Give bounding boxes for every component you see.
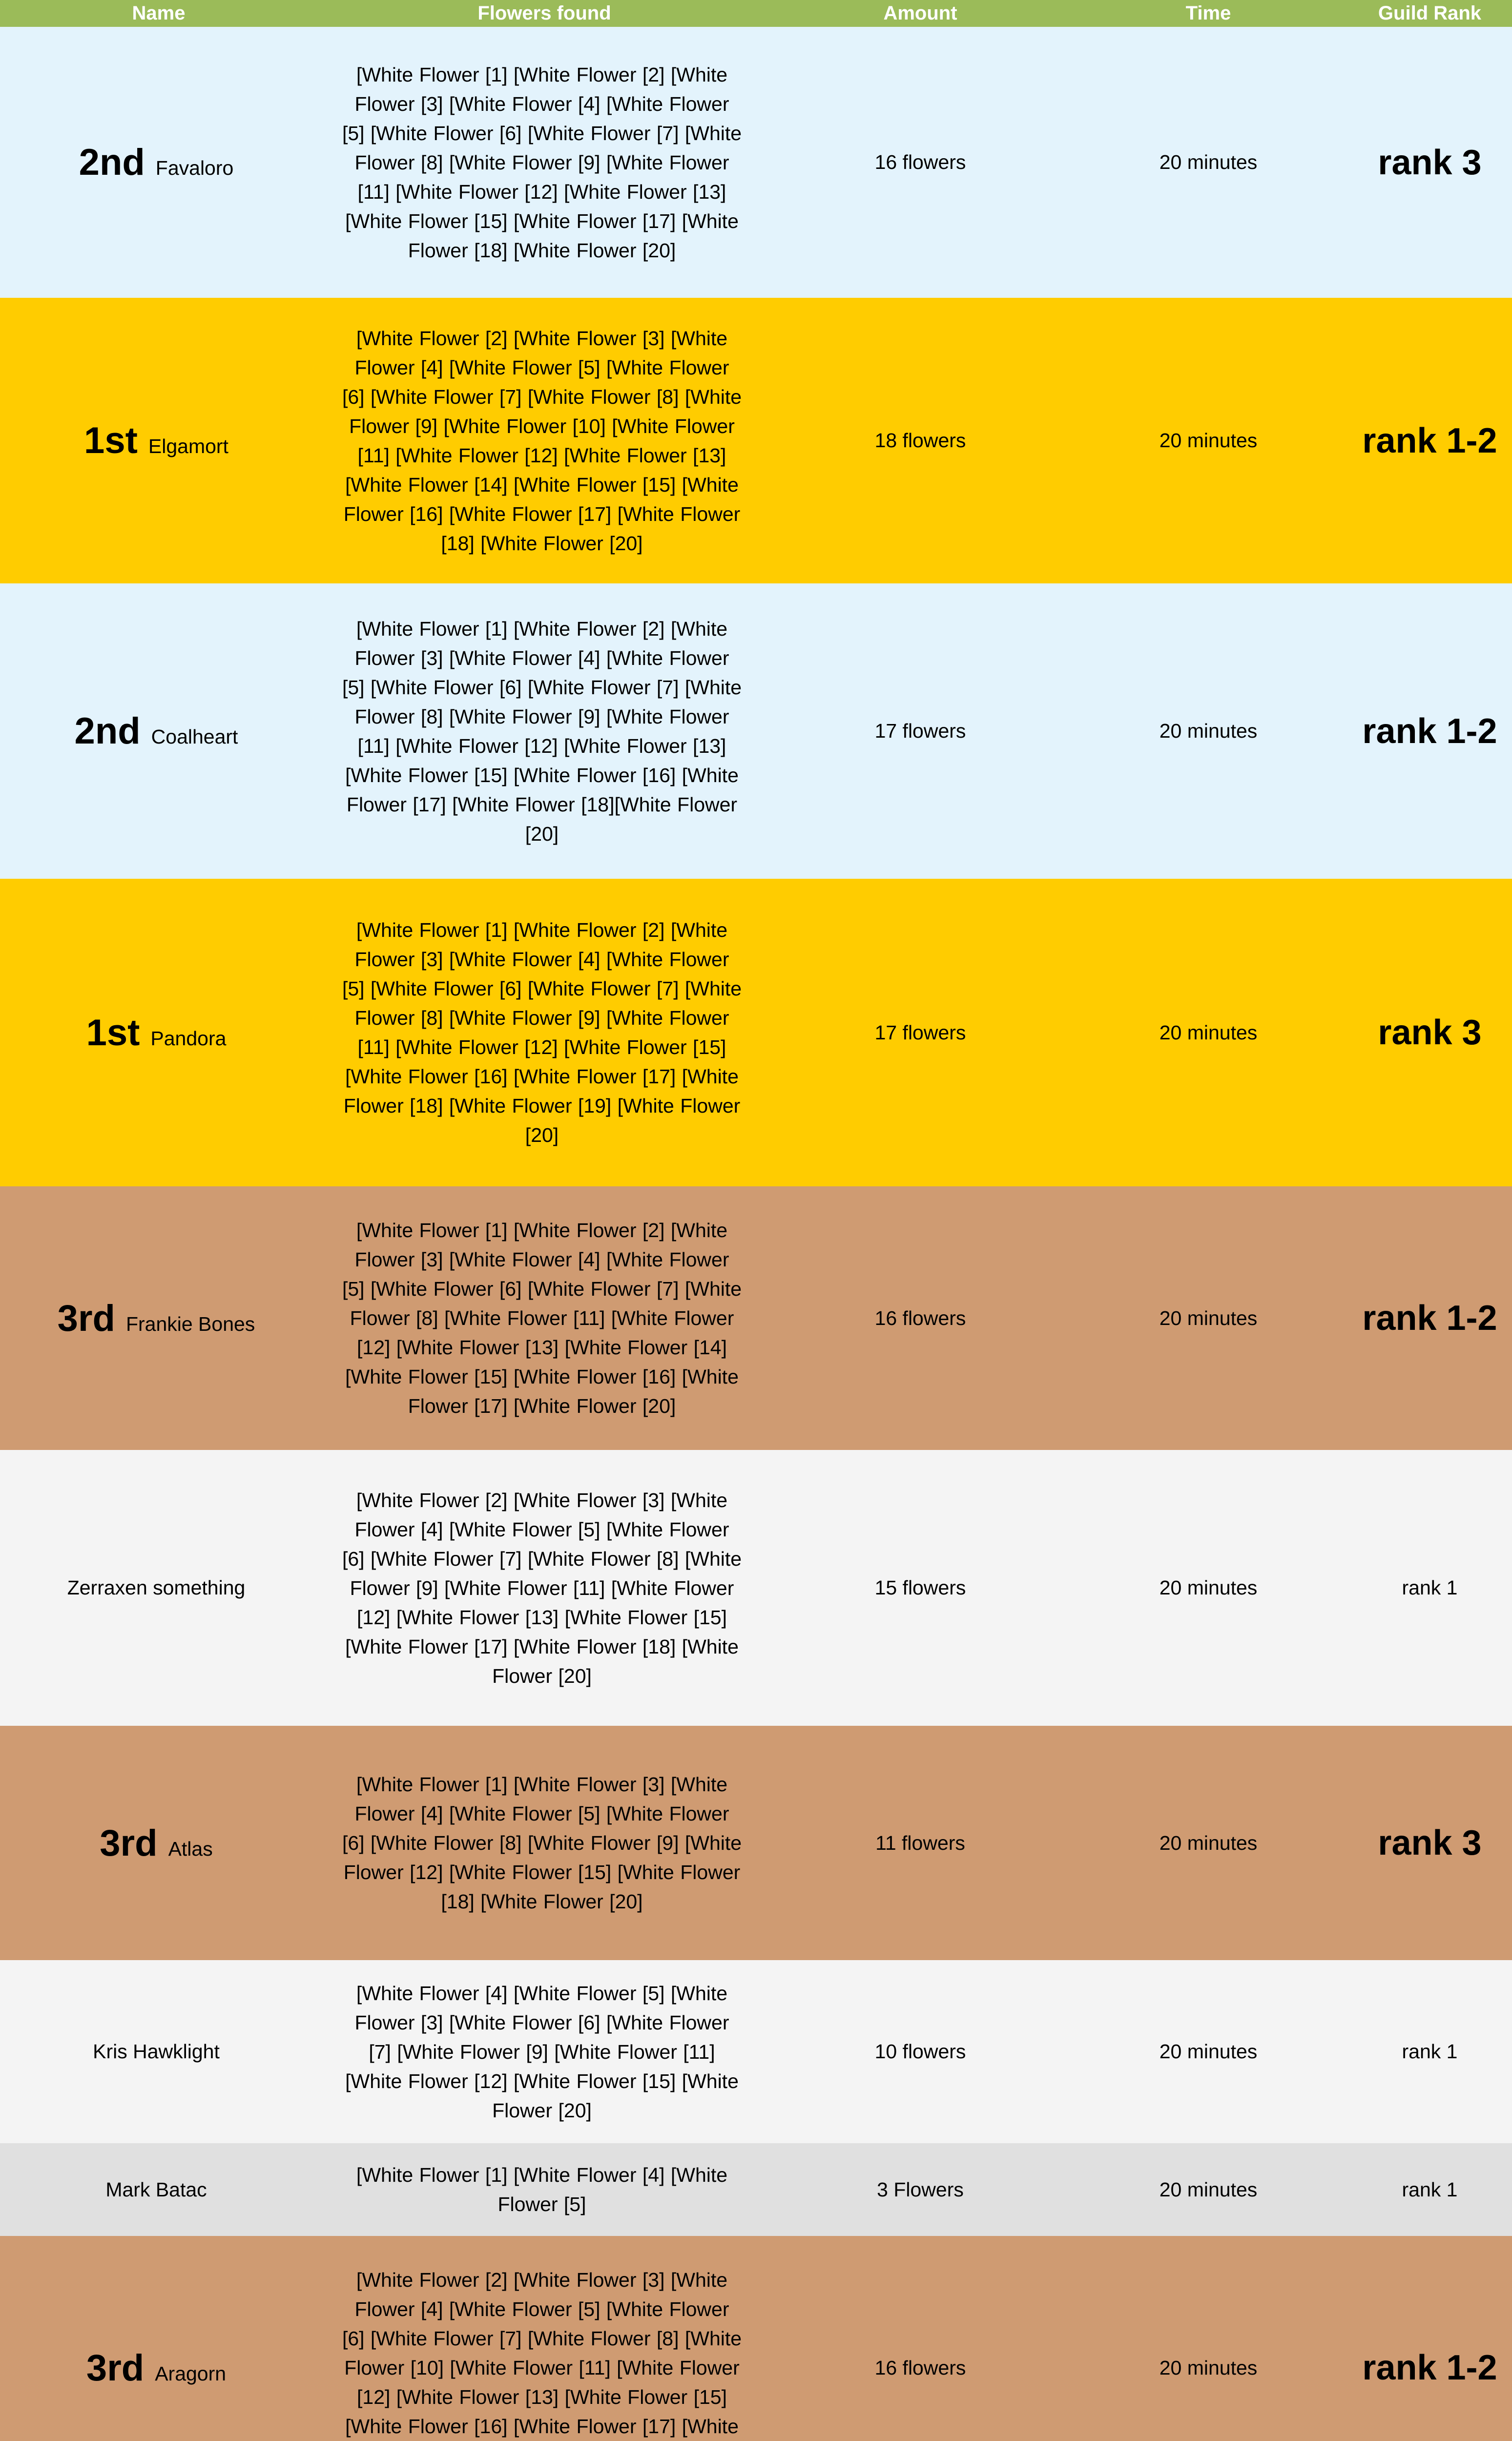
header-name: Name: [132, 2, 186, 24]
flowers-cell: [312, 1450, 771, 1726]
rank-cell: [1347, 1960, 1512, 2143]
name-cell: [0, 298, 312, 583]
time-value: 20 minutes: [1159, 2178, 1258, 2201]
flowers-list: [White Flower [1] [White Flower [2] [White Flower [3] [White Flower [4] [White Flower [5] [White Flower [6] [White Flower [7] [White Flower [8] [White Flower [11] [White Flower [12] [White Flower [13] [White Flower [14] [White Flower [15] [White Flower [16] [White Flower [17] [White Flower [20]: [342, 1219, 742, 1417]
name-cell: [0, 2143, 312, 2236]
player-name: Favaloro: [155, 157, 234, 179]
time-value: 20 minutes: [1159, 151, 1258, 173]
name-cell: [0, 1450, 312, 1726]
flowers-cell: [312, 298, 771, 583]
guild-rank-value: rank 1-2: [1362, 1299, 1497, 1338]
placement-badge: 3rd: [86, 2347, 145, 2389]
player-name: Kris Hawklight: [93, 2040, 220, 2063]
placement-badge: 1st: [84, 420, 138, 461]
header-row: [0, 0, 1512, 27]
amount-value: 11 flowers: [875, 1831, 965, 1854]
player-name: Zerraxen something: [67, 1576, 246, 1599]
table-row: [0, 1186, 1512, 1450]
flowers-cell: [312, 27, 771, 298]
rank-cell: [1347, 1450, 1512, 1726]
name-cell: [0, 27, 312, 298]
amount-cell: [771, 2143, 1069, 2236]
guild-rank-value: rank 1-2: [1362, 711, 1497, 751]
amount-cell: [771, 583, 1069, 879]
flowers-cell: [312, 2143, 771, 2236]
flowers-list: [White Flower [2] [White Flower [3] [White Flower [4] [White Flower [5] [White Flower [6] [White Flower [7] [White Flower [8] [White Flower [10] [White Flower [11] [White Flower [12] [White Flower [13] [White Flower [15] [White Flower [16] [White Flower [17] [White: [342, 2269, 742, 2438]
rank-cell: [1347, 298, 1512, 583]
rank-cell: [1347, 2236, 1512, 2441]
flowers-list: [White Flower [1] [White Flower [3] [White Flower [4] [White Flower [5] [White Flower [6] [White Flower [8] [White Flower [9] [White Flower [12] [White Flower [15] [White Flower [18] [White Flower [20]: [342, 1773, 742, 1913]
flowers-cell: [312, 1186, 771, 1450]
flowers-list: [White Flower [1] [White Flower [2] [White Flower [3] [White Flower [4] [White Flower [5] [White Flower [6] [White Flower [7] [White Flower [8] [White Flower [9] [White Flower [11] [White Flower [12] [White Flower [15] [White Flower [16] [White Flower [17] [White Flower [18] [White Flower [19] [White Flower [20]: [342, 919, 742, 1146]
rank-cell: [1347, 1726, 1512, 1960]
player-name: Mark Batac: [105, 2178, 207, 2201]
amount-value: 10 flowers: [874, 2040, 966, 2063]
placement-badge: 2nd: [79, 142, 145, 183]
time-value: 20 minutes: [1159, 1831, 1258, 1854]
flowers-cell: [312, 1726, 771, 1960]
rank-cell: [1347, 27, 1512, 298]
table-row: [0, 2143, 1512, 2236]
table-row: [0, 27, 1512, 298]
guild-rank-value: rank 3: [1378, 143, 1482, 182]
table-row: [0, 1450, 1512, 1726]
rank-cell: [1347, 1186, 1512, 1450]
amount-value: 16 flowers: [874, 151, 966, 173]
amount-value: 3 Flowers: [877, 2178, 964, 2201]
time-cell: [1069, 1186, 1347, 1450]
placement-badge: 1st: [86, 1012, 140, 1054]
header-amount: Amount: [883, 2, 957, 24]
flowers-list: [White Flower [1] [White Flower [4] [White Flower [5]: [356, 2164, 728, 2215]
placement-badge: 2nd: [74, 710, 141, 752]
name-cell: [0, 2236, 312, 2441]
header-guild-rank: Guild Rank: [1378, 2, 1482, 24]
player-name: Aragorn: [155, 2362, 227, 2385]
time-cell: [1069, 2236, 1347, 2441]
amount-value: 18 flowers: [874, 429, 966, 452]
amount-value: 17 flowers: [874, 720, 966, 742]
rank-cell: [1347, 583, 1512, 879]
flowers-cell: [312, 879, 771, 1186]
time-value: 20 minutes: [1159, 429, 1258, 452]
time-cell: [1069, 879, 1347, 1186]
amount-cell: [771, 1450, 1069, 1726]
rank-cell: [1347, 2143, 1512, 2236]
table-row: [0, 583, 1512, 879]
header-time: Time: [1185, 2, 1231, 24]
time-value: 20 minutes: [1159, 2040, 1258, 2063]
name-cell: [0, 583, 312, 879]
name-cell: [0, 1186, 312, 1450]
guild-rank-value: rank 1: [1402, 2178, 1458, 2201]
table-row: [0, 298, 1512, 583]
guild-rank-value: rank 1-2: [1362, 421, 1497, 460]
flowers-list: [White Flower [1] [White Flower [2] [White Flower [3] [White Flower [4] [White Flower [5] [White Flower [6] [White Flower [7] [White Flower [8] [White Flower [9] [White Flower [11] [White Flower [12] [White Flower [13] [White Flower [15] [White Flower [16] [White Flower [17] [White Flower [18][White Flower [20]: [342, 617, 742, 845]
amount-value: 16 flowers: [874, 1306, 966, 1329]
guild-rank-value: rank 3: [1378, 1823, 1482, 1862]
amount-cell: [771, 298, 1069, 583]
table-row: [0, 2236, 1512, 2441]
guild-rank-value: rank 1: [1402, 1576, 1458, 1599]
time-value: 20 minutes: [1159, 1021, 1258, 1044]
table-row: [0, 879, 1512, 1186]
guild-rank-value: rank 1-2: [1362, 2348, 1497, 2387]
amount-value: 16 flowers: [874, 2356, 966, 2379]
amount-cell: [771, 27, 1069, 298]
flowers-list: [White Flower [2] [White Flower [3] [White Flower [4] [White Flower [5] [White Flower [6] [White Flower [7] [White Flower [8] [White Flower [9] [White Flower [11] [White Flower [12] [White Flower [13] [White Flower [15] [White Flower [17] [White Flower [18] [White Flower [20]: [342, 1489, 742, 1687]
flowers-cell: [312, 2236, 771, 2441]
placement-badge: 3rd: [100, 1822, 158, 1864]
table-row: [0, 1726, 1512, 1960]
time-value: 20 minutes: [1159, 1306, 1258, 1329]
placement-badge: 3rd: [57, 1297, 115, 1339]
player-name: Atlas: [168, 1837, 213, 1860]
name-cell: [0, 1960, 312, 2143]
name-cell: [0, 879, 312, 1186]
player-name: Elgamort: [148, 435, 228, 457]
name-cell: [0, 1726, 312, 1960]
amount-cell: [771, 1726, 1069, 1960]
time-value: 20 minutes: [1159, 2356, 1258, 2379]
header-flowers-found: Flowers found: [477, 2, 611, 24]
amount-cell: [771, 1186, 1069, 1450]
amount-value: 15 flowers: [874, 1576, 966, 1599]
time-cell: [1069, 1450, 1347, 1726]
rank-cell: [1347, 879, 1512, 1186]
flowers-cell: [312, 583, 771, 879]
table-row: [0, 1960, 1512, 2143]
guild-rank-value: rank 1: [1402, 2040, 1458, 2063]
time-cell: [1069, 1960, 1347, 2143]
time-cell: [1069, 27, 1347, 298]
time-cell: [1069, 298, 1347, 583]
amount-value: 17 flowers: [874, 1021, 966, 1044]
time-value: 20 minutes: [1159, 720, 1258, 742]
amount-cell: [771, 2236, 1069, 2441]
player-name: Frankie Bones: [125, 1312, 255, 1335]
time-cell: [1069, 2143, 1347, 2236]
guild-rank-value: rank 3: [1378, 1013, 1482, 1052]
time-cell: [1069, 1726, 1347, 1960]
flowers-list: [White Flower [4] [White Flower [5] [White Flower [3] [White Flower [6] [White Flower [7] [White Flower [9] [White Flower [11] [White Flower [12] [White Flower [15] [White Flower [20]: [345, 1982, 739, 2122]
flowers-cell: [312, 1960, 771, 2143]
flowers-list: [White Flower [1] [White Flower [2] [White Flower [3] [White Flower [4] [White Flower [5] [White Flower [6] [White Flower [7] [White Flower [8] [White Flower [9] [White Flower [11] [White Flower [12] [White Flower [13] [White Flower [15] [White Flower [17] [White Flower [18] [White Flower [20]: [342, 63, 742, 262]
flowers-list: [White Flower [2] [White Flower [3] [White Flower [4] [White Flower [5] [White Flower [6] [White Flower [7] [White Flower [8] [White Flower [9] [White Flower [10] [White Flower [11] [White Flower [12] [White Flower [13] [White Flower [14] [White Flower [15] [White Flower [16] [White Flower [17] [White Flower [18] [White Flower [20]: [342, 327, 742, 555]
player-name: Coalheart: [151, 725, 238, 748]
player-name: Pandora: [150, 1027, 227, 1050]
amount-cell: [771, 1960, 1069, 2143]
amount-cell: [771, 879, 1069, 1186]
time-value: 20 minutes: [1159, 1576, 1258, 1599]
time-cell: [1069, 583, 1347, 879]
